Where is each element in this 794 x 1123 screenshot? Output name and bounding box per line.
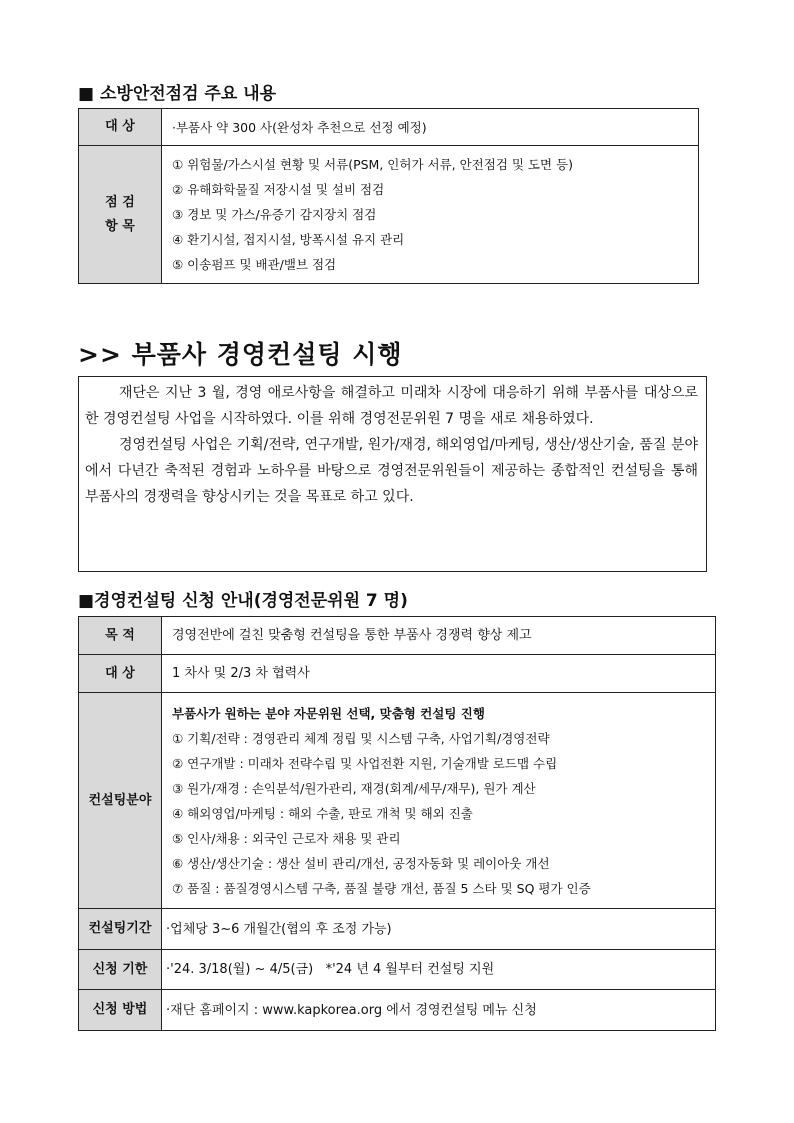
- field-item: ⑤ 인사/채용 : 외국인 근로자 채용 및 관리: [172, 830, 401, 846]
- inspection-item: ① 위험물/가스시설 현황 및 서류(PSM, 인허가 서류, 안전점검 및 도면 등): [172, 157, 573, 172]
- items-label-line1: 점 검: [105, 194, 135, 210]
- field-item: ③ 원가/재경 : 손익분석/원가관리, 재경(회계/세무/재무), 원가 계산: [172, 780, 536, 796]
- purpose-value: 경영전반에 걸친 맞춤형 컨설팅을 통한 부품사 경쟁력 향상 제고: [162, 617, 716, 655]
- deadline-value: ·'24. 3/18(월) ~ 4/5(금) *'24 년 4 월부터 컨설팅 지원: [162, 950, 716, 990]
- purpose-label: 목 적: [79, 617, 162, 655]
- period-value: ·업체당 3~6 개월간(협의 후 조정 가능): [162, 909, 716, 950]
- deadline-label: 신청 기한: [79, 950, 162, 990]
- inspection-item: ④ 환기시설, 접지시설, 방폭시설 유지 관리: [172, 232, 405, 247]
- section3-title: ■경영컨설팅 신청 안내(경영전문위원 7 명): [78, 591, 408, 611]
- field-item: ④ 해외영업/마케팅 : 해외 수출, 판로 개척 및 해외 진출: [172, 805, 473, 821]
- inspection-item: ③ 경보 및 가스/유증기 감지장치 점검: [172, 207, 377, 222]
- consulting-info-table: [78, 616, 716, 1031]
- target-value: ·부품사 약 300 사(완성차 추천으로 선정 예정): [162, 109, 699, 146]
- field-item: ① 기획/전략 : 경영관리 체계 정립 및 시스템 구축, 사업기획/경영전략: [172, 730, 550, 746]
- intro-paragraph-2: 경영컨설팅 사업은 기획/전략, 연구개발, 원가/재경, 해외영업/마케팅, 생산/생산기술, 품질 분야에서 다년간 축적된 경험과 노하우를 바탕으로 경영전문위원들이 제공하는 종합적인 컨설팅을 통해 부품사의 경쟁력을 향상시키는 것을 목표로 하고 있다.: [85, 437, 698, 505]
- field-item: ⑦ 품질 : 품질경영시스템 구축, 품질 불량 개선, 품질 5 스타 및 SQ 평가 인증: [172, 880, 591, 896]
- method-label: 신청 방법: [79, 990, 162, 1031]
- fire-safety-table: [78, 108, 699, 284]
- items-label-line2: 항 목: [105, 218, 135, 234]
- field-list: [162, 693, 716, 909]
- field-heading: 부품사가 원하는 분야 자문위원 선택, 맞춤형 컨설팅 진행: [172, 705, 485, 721]
- intro-paragraph-1: 재단은 지난 3 월, 경영 애로사항을 해결하고 미래차 시장에 대응하기 위해 부품사를 대상으로 한 경영컨설팅 사업을 시작하였다. 이를 위해 경영전문위원 7 명을 새로 채용하였다.: [85, 385, 698, 427]
- field-item: ⑥ 생산/생산기술 : 생산 설비 관리/개선, 공정자동화 및 레이아웃 개선: [172, 855, 550, 871]
- section1-title: ■ 소방안전점검 주요 내용: [78, 84, 277, 104]
- field-item: ② 연구개발 : 미래차 전략수립 및 사업전환 지원, 기술개발 로드맵 수립: [172, 755, 558, 771]
- period-label: 컨설팅기간: [79, 909, 162, 950]
- method-value: ·재단 홈페이지 : www.kapkorea.org 에서 경영컨설팅 메뉴 신청: [162, 990, 716, 1031]
- consulting-intro-box: [78, 376, 707, 572]
- inspection-item: ② 유해화학물질 저장시설 및 설비 점검: [172, 182, 385, 197]
- field-label: 컨설팅분야: [79, 693, 162, 909]
- items-label: [79, 146, 162, 284]
- inspection-items: [162, 146, 699, 284]
- target-label-2: 대 상: [79, 655, 162, 693]
- target-label: 대 상: [79, 109, 162, 146]
- target-value-2: 1 차사 및 2/3 차 협력사: [162, 655, 716, 693]
- section2-title: >> 부품사 경영컨설팅 시행: [78, 340, 403, 369]
- inspection-item: ⑤ 이송펌프 및 배관/밸브 점검: [172, 257, 337, 272]
